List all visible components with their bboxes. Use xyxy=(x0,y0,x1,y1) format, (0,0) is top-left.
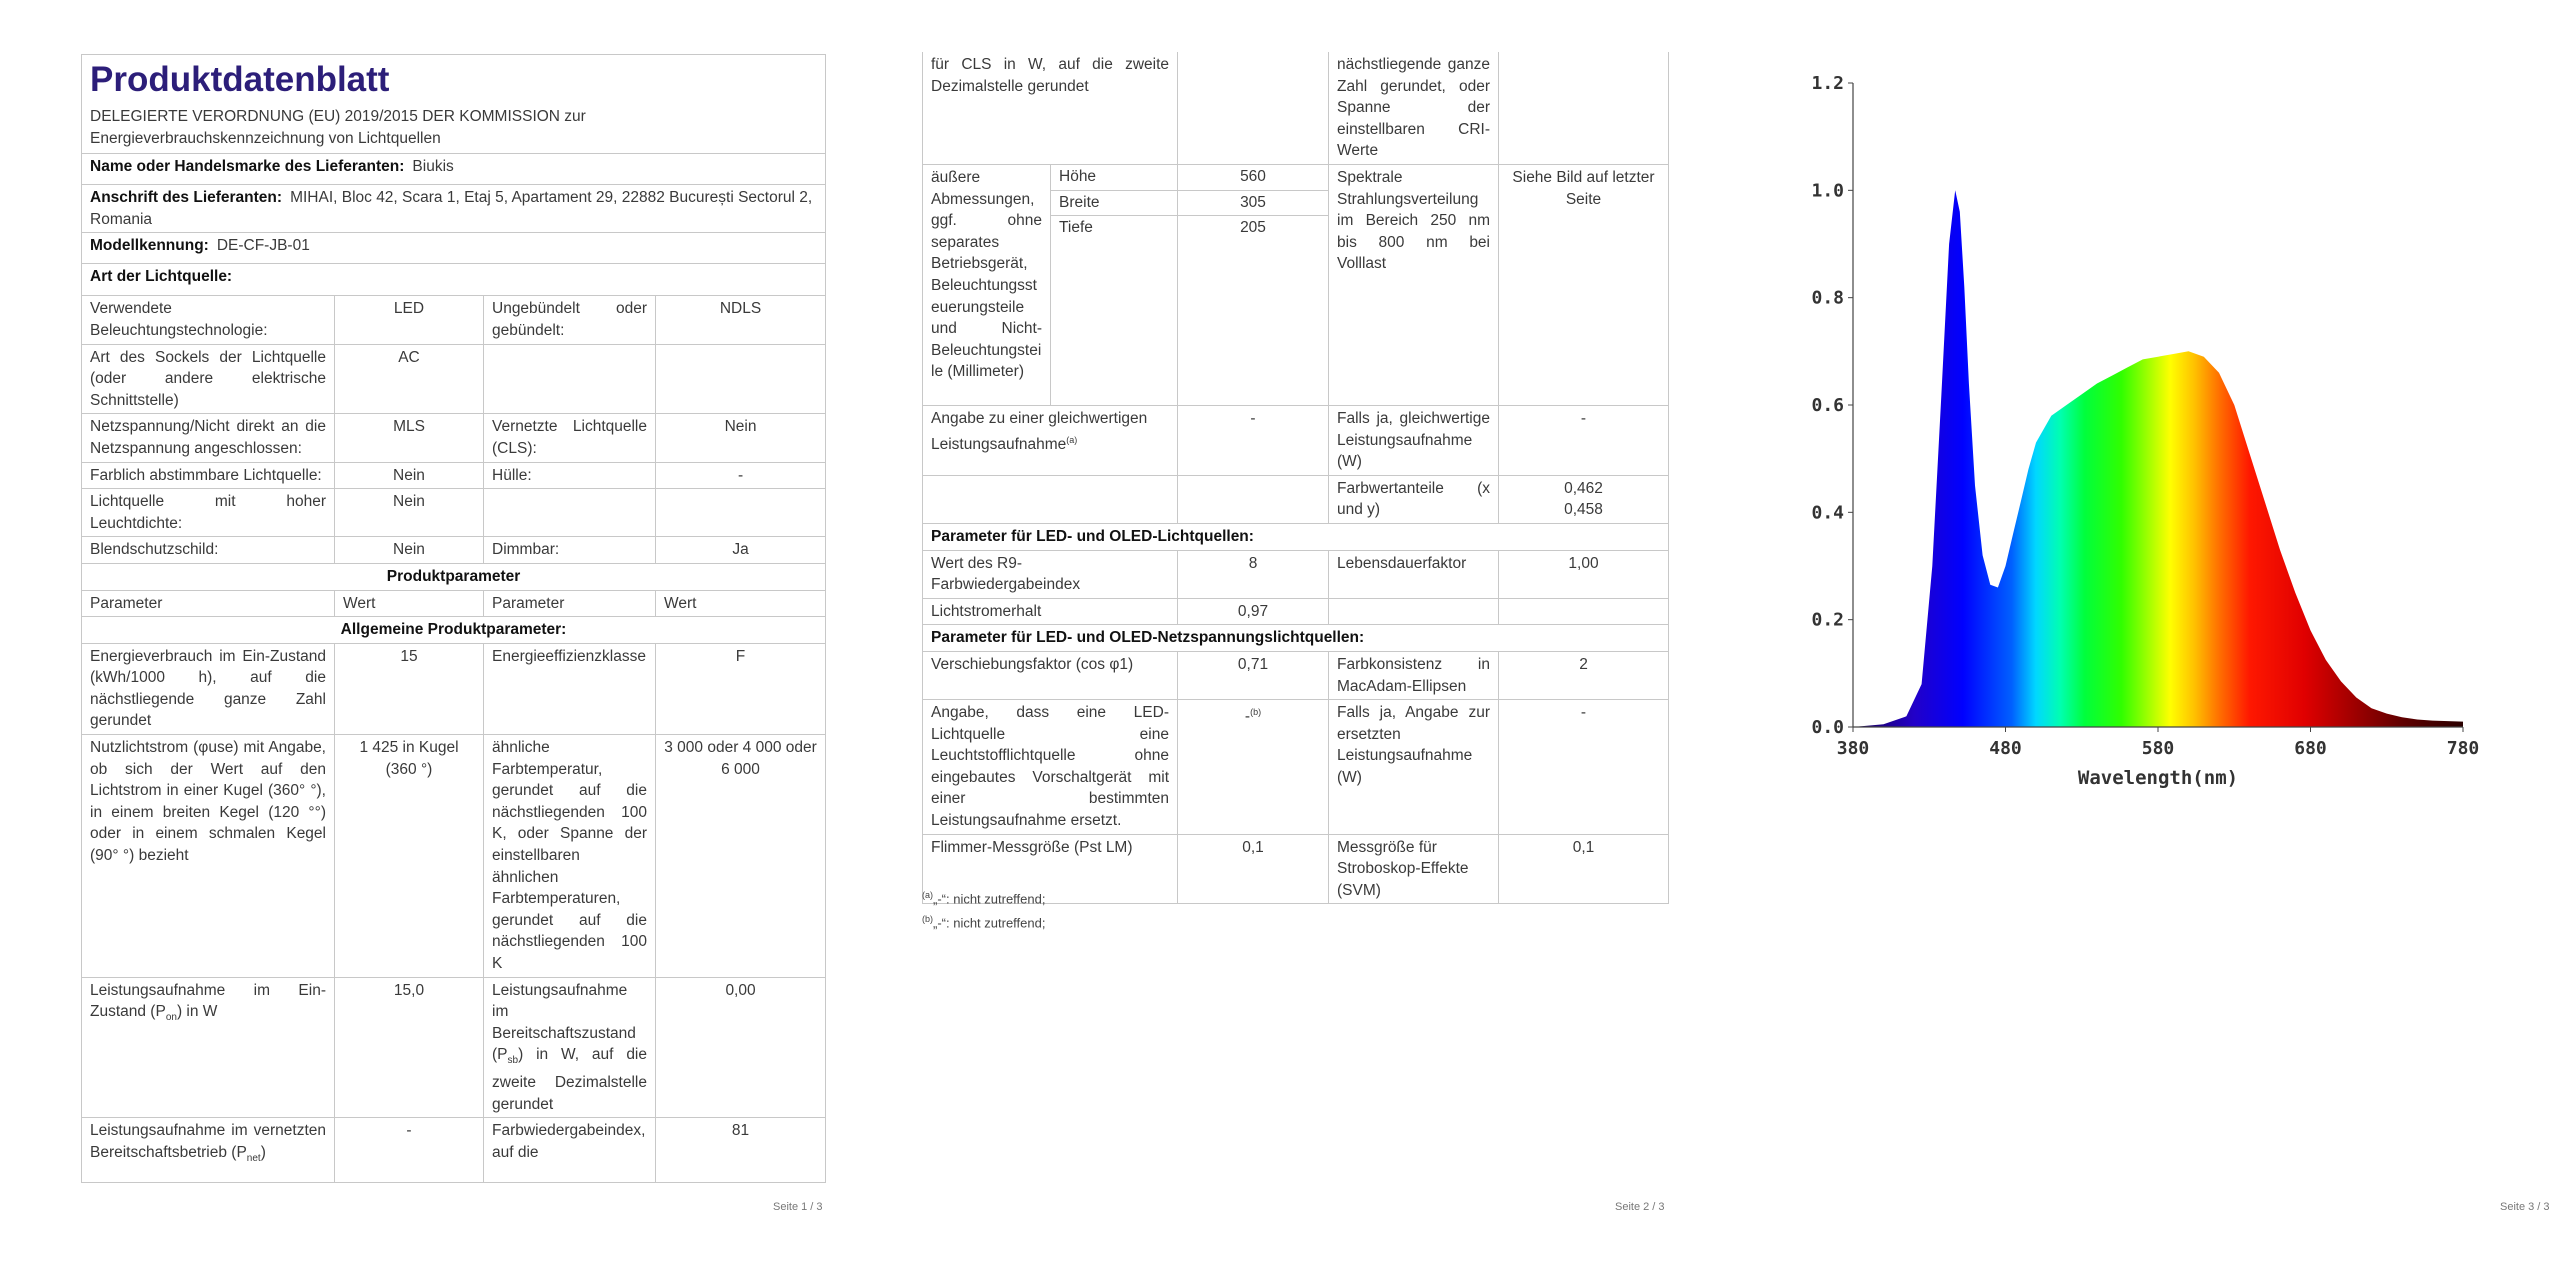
row-label: Dimmbar: xyxy=(484,537,656,564)
continued-left: für CLS in W, auf die zweite Dezimalstelle gerundet xyxy=(923,52,1178,164)
svm-value: 0,1 xyxy=(1499,834,1669,904)
power-on-label: Leistungsaufnahme im Ein-Zustand $(P_{on})$ in W xyxy=(82,977,335,1118)
supplier-address-value: MIHAI, Bloc 42, Scara 1, Etaj 5, Apartament 29, 22882 București Sectorul 2, Romania xyxy=(90,189,813,228)
row-value: 3 000 oder 4 000 oder 6 000 xyxy=(656,735,826,978)
model-value: DE-CF-JB-01 xyxy=(216,237,310,255)
flicker-label: Flimmer-Messgröße (Pst LM) xyxy=(923,834,1178,904)
row-label: Lichtquelle mit hoher Leuchtdichte: xyxy=(82,489,335,537)
model-label: Modellkennung: xyxy=(90,237,209,255)
column-header: Parameter xyxy=(82,590,335,617)
dimension-value: 205 xyxy=(1178,216,1329,241)
row-label: Netzspannung/Nicht direkt an die Netzspannung angeschlossen: xyxy=(82,414,335,462)
general-params-heading: Allgemeine Produktparameter: xyxy=(82,617,826,644)
empty-cell xyxy=(1499,598,1669,625)
supplier-address-row xyxy=(82,185,826,233)
cri-value: 81 xyxy=(656,1118,826,1183)
y-tick-label: 0.2 xyxy=(1811,609,1844,631)
x-axis-label: Wavelength(nm) xyxy=(2077,767,2239,789)
page-1 xyxy=(0,0,845,1278)
page-3 xyxy=(1688,0,2560,1278)
table-row xyxy=(82,414,826,462)
row-value: NDLS xyxy=(656,296,826,344)
row-label: Verwendete Beleuchtungstechnologie: xyxy=(82,296,335,344)
power-on-value: 15,0 xyxy=(335,977,484,1118)
row-label: ähnliche Farbtemperatur, gerundet auf die nächstliegenden 100 K, oder Spanne der einstellbaren ähnlichen Farbtemperaturen, gerundet auf die nächstliegenden 100 K xyxy=(484,735,656,978)
column-header: Wert xyxy=(656,590,826,617)
y-tick-label: 0.0 xyxy=(1811,717,1844,738)
table-row xyxy=(923,52,1669,164)
datasheet-table-page-2 xyxy=(922,52,1669,907)
empty-cell xyxy=(1178,475,1329,523)
table-row xyxy=(923,164,1669,190)
row-label: Ungebündelt oder gebündelt: xyxy=(484,296,656,344)
dimension-value: 560 xyxy=(1178,164,1329,190)
table-row xyxy=(82,537,826,564)
chroma-x: 0,462 xyxy=(1564,479,1603,497)
regulation-text: DELEGIERTE VERORDNUNG (EU) 2019/2015 DER KOMMISSION zur Energieverbrauchskennzeichnung von Lichtquellen xyxy=(90,108,586,147)
y-tick-label: 1.2 xyxy=(1811,73,1844,94)
y-tick-label: 0.4 xyxy=(1811,502,1844,524)
light-source-type-heading: Art der Lichtquelle: xyxy=(82,264,826,296)
x-tick-label: 680 xyxy=(2294,738,2327,759)
column-header: Wert xyxy=(335,590,484,617)
table-row xyxy=(923,550,1669,598)
header-cell xyxy=(82,55,826,154)
footnote-a: $^{(a)}$„-“: nicht zutreffend; xyxy=(922,890,1046,907)
table-row xyxy=(82,462,826,489)
page-clip xyxy=(81,1186,826,1196)
mains-params-heading: Parameter für LED- und OLED-Netzspannungslichtquellen: xyxy=(923,625,1669,652)
standby-label: Leistungsaufnahme im Bereitschaftszustand $(P_{sb})$ in W, auf die zweite Dezimalstelle gerundet xyxy=(484,977,656,1118)
row-label xyxy=(484,344,656,414)
table-row xyxy=(82,296,826,344)
table-row xyxy=(923,405,1669,475)
datasheet-table-page-1 xyxy=(81,54,826,1183)
empty-cell xyxy=(1051,241,1178,406)
replace-power-label: Falls ja, Angabe zur ersetzten Leistungsaufnahme (W) xyxy=(1329,700,1499,835)
row-label: Energieverbrauch im Ein-Zustand (kWh/1000 h), auf die nächstliegende ganze Zahl gerundet xyxy=(82,643,335,734)
life-value: 1,00 xyxy=(1499,550,1669,598)
life-label: Lebensdauerfaktor xyxy=(1329,550,1499,598)
row-value xyxy=(656,344,826,414)
replace-power-value: - xyxy=(1499,700,1669,835)
net-standby-value: - xyxy=(335,1118,484,1183)
dimension-name: Breite xyxy=(1051,190,1178,216)
row-value: MLS xyxy=(335,414,484,462)
x-tick-label: 480 xyxy=(1989,738,2022,759)
standby-value: 0,00 xyxy=(656,977,826,1118)
flicker-value: 0,1 xyxy=(1178,834,1329,904)
x-tick-label: 780 xyxy=(2446,738,2480,759)
product-params-heading: Produktparameter xyxy=(82,563,826,590)
row-value: Nein xyxy=(335,462,484,489)
model-row xyxy=(82,233,826,264)
row-label: Energieeffizienzklasse xyxy=(484,643,656,734)
table-row xyxy=(82,735,826,978)
equiv-power-value: - xyxy=(1499,405,1669,475)
row-value: AC xyxy=(335,344,484,414)
x-tick-label: 580 xyxy=(2141,738,2175,759)
r9-value: 8 xyxy=(1178,550,1329,598)
macadam-label: Farbkonsistenz in MacAdam-Ellipsen xyxy=(1329,651,1499,699)
row-value: Nein xyxy=(335,489,484,537)
page-number: Seite 2 / 3 xyxy=(1615,1201,1665,1213)
replace-label: Angabe, dass eine LED-Lichtquelle eine Leuchtstofflichtquelle ohne eingebautes Vorschaltgerät mit einer bestimmten Leistungsaufnahme ersetzt. xyxy=(923,700,1178,835)
row-value: Ja xyxy=(656,537,826,564)
supplier-name-value: Biukis xyxy=(412,158,454,176)
row-value: F xyxy=(656,643,826,734)
row-value xyxy=(656,489,826,537)
row-value: 15 xyxy=(335,643,484,734)
column-header: Parameter xyxy=(484,590,656,617)
table-row xyxy=(82,1118,826,1183)
maint-label: Lichtstromerhalt xyxy=(923,598,1178,625)
y-tick-label: 0.8 xyxy=(1811,287,1844,309)
row-label: Art des Sockels der Lichtquelle (oder andere elektrische Schnittstelle) xyxy=(82,344,335,414)
x-tick-label: 380 xyxy=(1836,738,1870,759)
row-value: - xyxy=(656,462,826,489)
dimension-value: 305 xyxy=(1178,190,1329,216)
footnote-b: $^{(b)}$„-“: nicht zutreffend; xyxy=(922,914,1046,931)
cri-label: Farbwiedergabeindex, auf die xyxy=(484,1118,656,1183)
svm-label: Messgröße für Stroboskop-Effekte (SVM) xyxy=(1329,834,1499,904)
spectrum-label: Spektrale Strahlungsverteilung im Bereich 250 nm bis 800 nm bei Volllast xyxy=(1329,164,1499,405)
macadam-value: 2 xyxy=(1499,651,1669,699)
row-value: Nein xyxy=(656,414,826,462)
table-row xyxy=(82,977,826,1118)
empty-cell xyxy=(1178,241,1329,406)
row-label: Hülle: xyxy=(484,462,656,489)
maint-value: 0,97 xyxy=(1178,598,1329,625)
row-label: Nutzlichtstrom (φuse) mit Angabe, ob sich der Wert auf den Lichtstrom in einer Kugel (360° °), in einem breiten Kegel (120 °°) oder in einem schmalen Kegel (90° °) bezieht xyxy=(82,735,335,978)
row-label: Vernetzte Lichtquelle (CLS): xyxy=(484,414,656,462)
row-value: LED xyxy=(335,296,484,344)
page-2 xyxy=(845,0,1688,1278)
table-row xyxy=(923,700,1669,835)
table-row xyxy=(923,651,1669,699)
empty-cell xyxy=(923,475,1178,523)
row-label: Blendschutzschild: xyxy=(82,537,335,564)
table-row xyxy=(923,598,1669,625)
table-row xyxy=(82,489,826,537)
dimensions-label: äußere Abmessungen, ggf. ohne separates Betriebsgerät, Beleuchtungssteuerungsteile und Nicht-Beleuchtungsteile (Millimeter) xyxy=(923,164,1051,405)
spectrum-area xyxy=(1853,190,2463,727)
pf-label: Verschiebungsfaktor (cos φ1) xyxy=(923,651,1178,699)
dimension-name: Tiefe xyxy=(1051,216,1178,241)
row-label xyxy=(484,489,656,537)
continued-right: nächstliegende ganze Zahl gerundet, oder Spanne der einstellbaren CRI-Werte xyxy=(1329,52,1499,164)
page-number: Seite 3 / 3 xyxy=(2500,1201,2550,1213)
page-number: Seite 1 / 3 xyxy=(773,1201,823,1213)
supplier-address-label: Anschrift des Lieferanten: xyxy=(90,189,283,207)
r9-label: Wert des R9-Farbwiedergabeindex xyxy=(923,550,1178,598)
supplier-name-label: Name oder Handelsmarke des Lieferanten: xyxy=(90,158,405,176)
table-row xyxy=(82,643,826,734)
table-row xyxy=(923,475,1669,523)
supplier-name-row xyxy=(82,154,826,185)
chroma-label: Farbwertanteile (x und y) xyxy=(1329,475,1499,523)
row-value: 1 425 in Kugel (360 °) xyxy=(335,735,484,978)
y-tick-label: 0.6 xyxy=(1811,395,1844,416)
row-value xyxy=(1499,52,1669,164)
row-label: Farblich abstimmbare Lichtquelle: xyxy=(82,462,335,489)
row-value xyxy=(1178,52,1329,164)
plot-area xyxy=(1853,190,2463,727)
column-header-row xyxy=(82,590,826,617)
page-bottom-margin xyxy=(0,1196,845,1278)
chroma-value xyxy=(1499,475,1669,523)
net-standby-label: Leistungsaufnahme im vernetzten Bereitschaftsbetrieb $(P_{net})$ xyxy=(82,1118,335,1183)
y-tick-label: 1.0 xyxy=(1811,180,1844,202)
spectrum-value: Siehe Bild auf letzter Seite xyxy=(1499,164,1669,405)
page-title: Produktdatenblatt xyxy=(90,60,390,99)
empty-cell xyxy=(1329,598,1499,625)
equiv-label: Angabe zu einer gleichwertigen Leistungsaufnahme$^{(a)}$ xyxy=(923,405,1178,475)
equiv-power-label: Falls ja, gleichwertige Leistungsaufnahme (W) xyxy=(1329,405,1499,475)
led-params-heading: Parameter für LED- und OLED-Lichtquellen: xyxy=(923,523,1669,550)
table-row xyxy=(82,344,826,414)
chroma-y: 0,458 xyxy=(1564,501,1603,519)
pf-value: 0,71 xyxy=(1178,651,1329,699)
spectrum-chart xyxy=(1688,0,2560,1278)
equiv-value: - xyxy=(1178,405,1329,475)
dimension-name: Höhe xyxy=(1051,164,1178,190)
replace-value: -$^{(b)}$ xyxy=(1178,700,1329,835)
row-value: Nein xyxy=(335,537,484,564)
